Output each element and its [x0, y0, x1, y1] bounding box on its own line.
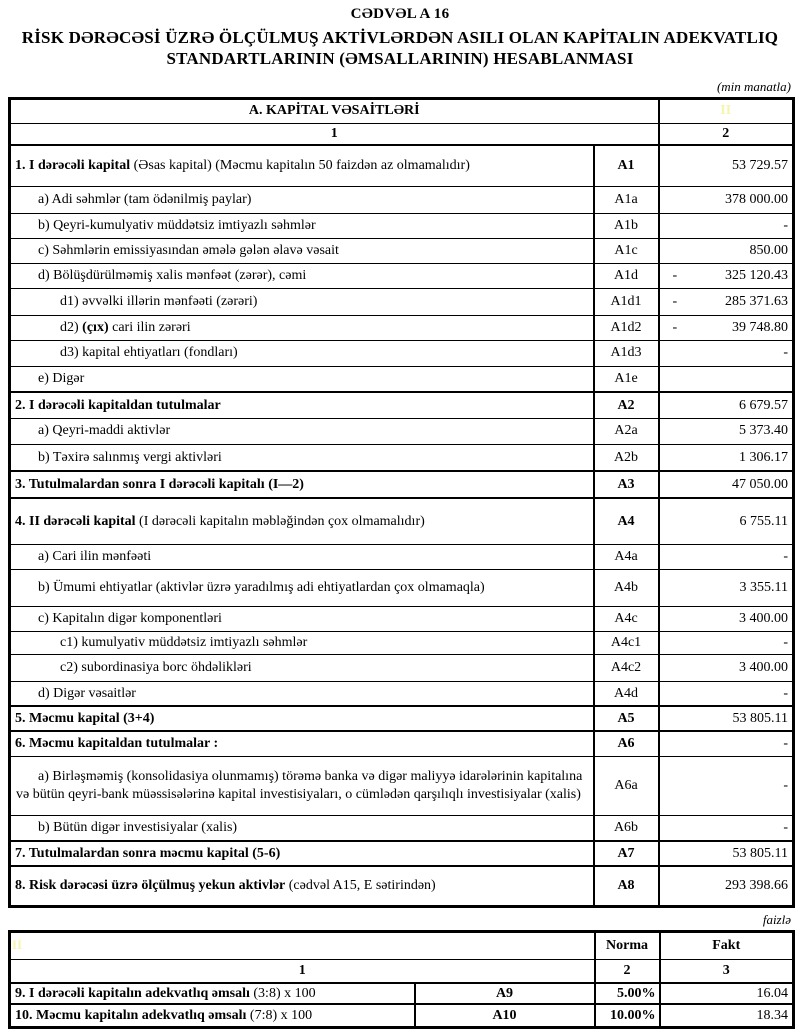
row-code: A1d	[594, 263, 659, 288]
table-row	[10, 706, 794, 731]
row-label	[10, 544, 594, 569]
label-segment: (cədvəl A15, E sətirindən)	[285, 878, 436, 893]
value-number: 3 400.00	[739, 659, 788, 675]
capital-table	[8, 97, 795, 908]
row-code: A4a	[594, 544, 659, 569]
value-number: 47 050.00	[732, 476, 788, 492]
row-code: A5	[594, 706, 659, 731]
row-code: A1d3	[594, 340, 659, 366]
table-row	[10, 238, 794, 263]
row-label	[10, 756, 594, 815]
row-label	[10, 866, 594, 906]
row-code: A4c	[594, 606, 659, 631]
row-code: A9	[415, 983, 595, 1004]
row-value	[659, 654, 794, 681]
label-segment-bold: (çıx)	[82, 319, 109, 335]
value-number: 53 805.11	[732, 845, 788, 861]
label-segment: c) Səhmlərin emissiyasından əmələ gələn əlavə vəsait	[38, 242, 339, 258]
table-row	[10, 263, 794, 288]
table-row	[10, 366, 794, 392]
row-value	[659, 706, 794, 731]
row-label	[10, 631, 594, 654]
row-code: A10	[415, 1004, 595, 1027]
value-number: 293 398.66	[725, 878, 788, 893]
row-code: A1a	[594, 186, 659, 213]
label-segment-bold: 4. II dərəcəli kapital	[15, 513, 136, 529]
minus-sign: -	[672, 267, 678, 283]
value-number: -	[783, 820, 788, 835]
row-code: A1b	[594, 213, 659, 238]
row-code: A1e	[594, 366, 659, 392]
row-value	[659, 213, 794, 238]
ratio-column-number-row	[10, 959, 794, 983]
table-row	[10, 815, 794, 841]
col-number-1: 1	[10, 123, 659, 145]
label-segment: a) Birləşməmiş (konsolidasiya olunmamış) törəmə banka və digər maliyyə idarələrinin kapitalına və bütün qeyri-bank müəssisələrinə kapital investisiyaları, o cümlədən qarşılıqlı investisiyalar (xalis)	[16, 769, 583, 802]
norma-value: 5.00%	[595, 983, 660, 1004]
row-value	[659, 444, 794, 471]
label-segment-bold: 7. Tutulmalardan sonra məcmu kapital (5-6)	[15, 845, 281, 861]
title-line-2: STANDARTLARININ (ƏMSALLARININ) HESABLANMASI	[166, 49, 634, 69]
row-label	[10, 569, 594, 606]
value-number: -	[783, 217, 788, 233]
table-row	[10, 654, 794, 681]
ratio-header-row	[10, 931, 794, 959]
row-value	[659, 569, 794, 606]
label-segment-bold: 5. Məcmu kapital (3+4)	[15, 710, 155, 726]
row-code: A2	[594, 392, 659, 418]
row-label	[10, 366, 594, 392]
percent-note: faizlə	[762, 911, 791, 927]
table-row	[10, 471, 794, 498]
row-label	[10, 1004, 415, 1027]
label-segment-bold: 6. Məcmu kapitaldan tutulmalar :	[15, 736, 219, 751]
label-segment: d3) kapital ehtiyatları (fondları)	[60, 345, 238, 361]
row-label	[10, 315, 594, 340]
row-label	[10, 498, 594, 544]
row-value	[659, 392, 794, 418]
row-code: A7	[594, 841, 659, 866]
row-label	[10, 841, 594, 866]
value-number: 5 373.40	[739, 423, 788, 439]
value-number: 325 120.43	[725, 267, 788, 283]
row-label	[10, 238, 594, 263]
table-row	[10, 606, 794, 631]
label-segment: (I dərəcəli kapitalın məbləğindən çox olmamalıdır)	[135, 513, 425, 529]
row-label	[10, 606, 594, 631]
label-segment: d1) əvvəlki illərin mənfəəti (zərəri)	[60, 293, 258, 309]
norma-header: Norma	[595, 931, 660, 959]
label-segment-bold: 1. I dərəcəli kapital	[15, 158, 131, 173]
value-number: 3 355.11	[739, 579, 788, 595]
row-code: A2a	[594, 418, 659, 444]
row-label	[10, 145, 594, 186]
row-value	[659, 418, 794, 444]
value-number: 6 679.57	[739, 397, 788, 413]
row-value	[659, 731, 794, 756]
norma-value: 10.00%	[595, 1004, 660, 1027]
label-segment: d) Bölüşdürülməmiş xalis mənfəət (zərər), cəmi	[38, 267, 307, 283]
label-segment-bold: 2. I dərəcəli kapitaldan tutulmalar	[15, 397, 221, 413]
column-number-row	[10, 123, 794, 145]
row-label	[10, 681, 594, 706]
highlight-mark: II	[659, 98, 794, 123]
label-segment: a) Cari ilin mənfəəti	[38, 548, 152, 564]
col-number-2: 2	[595, 959, 660, 983]
value-number: -	[783, 777, 788, 793]
label-segment-bold: 10. Məcmu kapitalın adekvatlıq əmsalı	[15, 1007, 247, 1023]
title-line-1: RİSK DƏRƏCƏSİ ÜZRƏ ÖLÇÜLMUŞ AKTİVLƏRDƏN ASILI OLAN KAPİTALIN ADEKVATLIQ	[21, 28, 779, 47]
value-number: 39 748.80	[732, 319, 788, 335]
col-number-3: 3	[660, 959, 794, 983]
row-code: A2b	[594, 444, 659, 471]
row-label	[10, 471, 594, 498]
row-value	[659, 866, 794, 906]
label-segment-bold: 9. I dərəcəli kapitalın adekvatlıq əmsalı	[15, 985, 250, 1001]
value-number: -	[783, 736, 788, 751]
label-segment: c) Kapitalın digər komponentləri	[38, 610, 222, 626]
highlight-mark: II	[10, 931, 595, 959]
label-segment: b) Qeyri-kumulyativ müddətsiz imtiyazlı səhmlər	[38, 217, 316, 233]
fakt-header: Fakt	[660, 931, 794, 959]
fakt-value: 16.04	[660, 983, 794, 1004]
label-segment: c2) subordinasiya borc öhdəlikləri	[60, 659, 252, 675]
row-value	[659, 288, 794, 315]
table-row	[10, 186, 794, 213]
row-value	[659, 186, 794, 213]
label-segment: b) Təxirə salınmış vergi aktivləri	[38, 449, 222, 465]
table-row	[10, 498, 794, 544]
row-label	[10, 392, 594, 418]
table-row	[10, 731, 794, 756]
col-number-1: 1	[10, 959, 595, 983]
value-number: -	[783, 345, 788, 361]
row-code: A6a	[594, 756, 659, 815]
table-row	[10, 288, 794, 315]
value-number: 53 805.11	[732, 710, 788, 726]
row-code: A6	[594, 731, 659, 756]
row-code: A4c1	[594, 631, 659, 654]
label-segment: (7:8) x 100	[246, 1007, 313, 1023]
row-value	[659, 366, 794, 392]
label-segment: a) Adi səhmlər (tam ödənilmiş paylar)	[38, 191, 252, 207]
page-title	[8, 27, 792, 70]
fakt-value: 18.34	[660, 1004, 794, 1027]
row-code: A1c	[594, 238, 659, 263]
label-segment: b) Bütün digər investisiyalar (xalis)	[38, 820, 238, 835]
row-value	[659, 498, 794, 544]
table-row	[10, 866, 794, 906]
label-segment: a) Qeyri-maddi aktivlər	[38, 423, 171, 439]
table-row	[10, 444, 794, 471]
value-number: 53 729.57	[732, 158, 788, 173]
row-value	[659, 471, 794, 498]
row-label	[10, 288, 594, 315]
table-number: CƏDVƏL A 16	[350, 6, 450, 22]
row-code: A4c2	[594, 654, 659, 681]
row-value	[659, 606, 794, 631]
section-header: A. KAPİTAL VƏSAİTLƏRİ	[10, 98, 659, 123]
row-value	[659, 544, 794, 569]
label-segment: (Əsas kapital) (Məcmu kapitalın 50 faizdən az olmamalıdır)	[130, 158, 470, 173]
value-number: 6 755.11	[739, 513, 788, 529]
table-row	[10, 569, 794, 606]
value-number: -	[783, 634, 788, 650]
label-segment: cari ilin zərəri	[108, 319, 191, 335]
table-row	[10, 1004, 794, 1027]
ratio-table	[8, 930, 795, 1029]
row-label	[10, 186, 594, 213]
table-row	[10, 213, 794, 238]
value-number: 3 400.00	[739, 610, 788, 626]
value-number: 850.00	[749, 242, 788, 258]
table-row	[10, 315, 794, 340]
value-number: 1 306.17	[739, 449, 788, 465]
row-label	[10, 263, 594, 288]
table-row	[10, 841, 794, 866]
row-label	[10, 213, 594, 238]
table-row	[10, 544, 794, 569]
row-value	[659, 756, 794, 815]
label-segment: c1) kumulyativ müddətsiz imtiyazlı səhmlər	[60, 634, 308, 650]
minus-sign: -	[672, 319, 678, 335]
row-label	[10, 340, 594, 366]
label-segment-bold: 8. Risk dərəcəsi üzrə ölçülmuş yekun aktivlər	[15, 878, 286, 893]
row-label	[10, 983, 415, 1004]
unit-note: (min manatla)	[716, 78, 791, 94]
row-value	[659, 340, 794, 366]
row-label	[10, 444, 594, 471]
row-label	[10, 706, 594, 731]
table-row	[10, 418, 794, 444]
row-label	[10, 418, 594, 444]
row-label	[10, 731, 594, 756]
label-segment-bold: 3. Tutulmalardan sonra I dərəcəli kapitalı (I—2)	[15, 476, 304, 492]
row-code: A8	[594, 866, 659, 906]
table-row	[10, 681, 794, 706]
row-value	[659, 315, 794, 340]
value-number: 285 371.63	[725, 293, 788, 309]
row-value	[659, 841, 794, 866]
table-row	[10, 631, 794, 654]
row-code: A3	[594, 471, 659, 498]
row-value	[659, 815, 794, 841]
col-number-2: 2	[659, 123, 794, 145]
section-header-row	[10, 98, 794, 123]
label-segment: e) Digər	[38, 371, 85, 386]
table-row	[10, 340, 794, 366]
row-label	[10, 654, 594, 681]
label-segment: (3:8) x 100	[249, 985, 316, 1001]
row-label	[10, 815, 594, 841]
row-code: A4d	[594, 681, 659, 706]
table-row	[10, 756, 794, 815]
row-code: A1d2	[594, 315, 659, 340]
row-value	[659, 681, 794, 706]
table-row	[10, 392, 794, 418]
label-segment: b) Ümumi ehtiyatlar (aktivlər üzrə yaradılmış adi ehtiyatlardan çox olmamaqla)	[38, 579, 485, 595]
row-value	[659, 263, 794, 288]
row-code: A1	[594, 145, 659, 186]
label-segment: d) Digər vəsaitlər	[38, 685, 136, 701]
table-row	[10, 145, 794, 186]
value-number: 378 000.00	[725, 191, 788, 207]
row-code: A4b	[594, 569, 659, 606]
row-code: A1d1	[594, 288, 659, 315]
table-row	[10, 983, 794, 1004]
value-number: -	[783, 548, 788, 564]
row-value	[659, 238, 794, 263]
value-number: -	[783, 685, 788, 701]
minus-sign: -	[672, 293, 678, 309]
row-code: A6b	[594, 815, 659, 841]
row-code: A4	[594, 498, 659, 544]
label-segment: d2)	[60, 319, 83, 335]
row-value	[659, 145, 794, 186]
row-value	[659, 631, 794, 654]
